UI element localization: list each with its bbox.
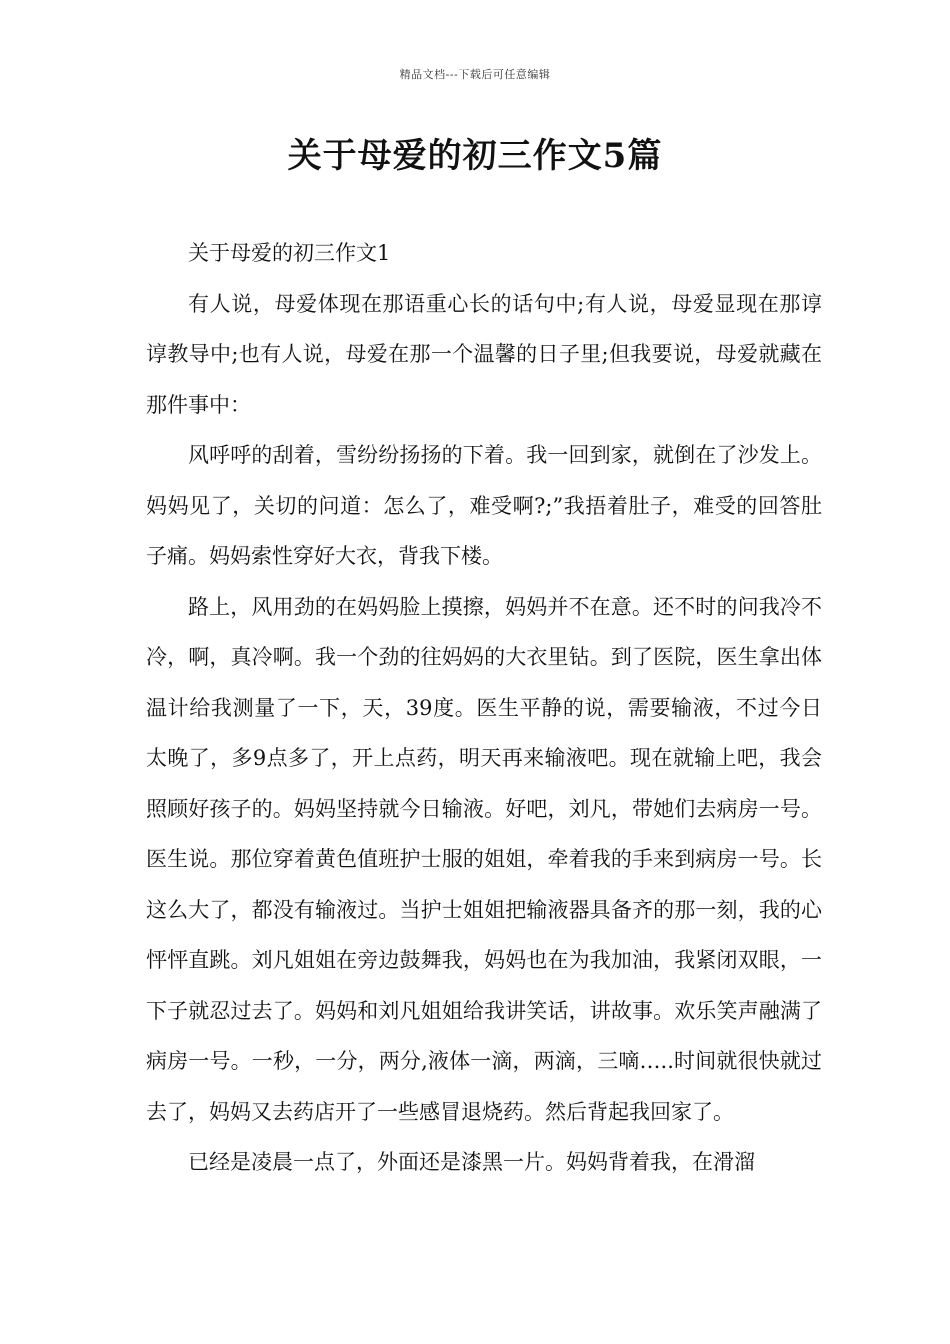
paragraph-2: 风呼呼的刮着，雪纷纷扬扬的下着。我一回到家，就倒在了沙发上。妈妈见了，关切的问道：怎么了，难受啊?;”我捂着肚子，难受的回答肚子痛。妈妈索性穿好大衣，背我下楼。 bbox=[146, 443, 822, 568]
essay-heading: 关于母爱的初三作文1 bbox=[188, 241, 391, 265]
paragraph-4: 已经是凌晨一点了，外面还是漆黑一片。妈妈背着我，在滑溜 bbox=[188, 1150, 755, 1174]
header-note: 精品文档---下载后可任意编辑 bbox=[399, 68, 551, 81]
paragraph-3: 路上，风用劲的在妈妈脸上摸擦，妈妈并不在意。还不时的问我冷不冷，啊，真冷啊。我一个劲的往妈妈的大衣里钻。到了医院，医生拿出体温计给我测量了一下，天，39度。医生平静的说，需要输液，不过今日太晚了，多9点多了，开上点药，明天再来输液吧。现在就输上吧，我会照顾好孩子的。妈妈坚持就今日输液。好吧，刘凡，带她们去病房一号。医生说。那位穿着黄色值班护士服的姐姐，牵着我的手来到病房一号。长这么大了，都没有输液过。当护士姐姐把输液器具备齐的那一刻，我的心怦怦直跳。刘凡姐姐在旁边鼓舞我，妈妈也在为我加油，我紧闭双眼，一下子就忍过去了。妈妈和刘凡姐姐给我讲笑话，讲故事。欢乐笑声融满了病房一号。一秒，一分，两分,液体一滴，两滴，三嘀…..时间就很快就过去了，妈妈又去药店开了一些感冒退烧药。然后背起我回家了。 bbox=[146, 594, 822, 1124]
document-body bbox=[146, 228, 822, 1188]
paragraph-1: 有人说，母爱体现在那语重心长的话句中;有人说，母爱显现在那谆谆教导中;也有人说，母爱在那一个温馨的日子里;但我要说，母爱就藏在那件事中： bbox=[146, 291, 822, 417]
document-title: 关于母爱的初三作文5篇 bbox=[287, 136, 663, 176]
